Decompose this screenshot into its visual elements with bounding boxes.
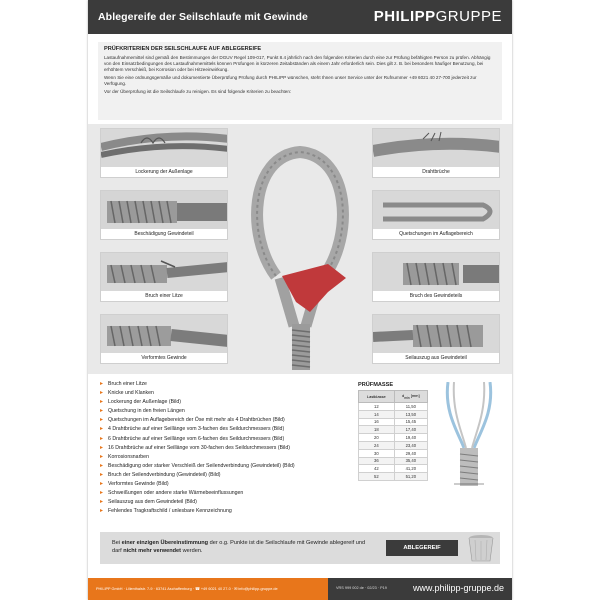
- load-class-cell: 16: [359, 418, 395, 426]
- intro-box: [98, 42, 502, 120]
- criteria-list: [100, 380, 350, 516]
- conclusion-text: Bei einer einzigen Übereinstimmung der o.g. Punkte ist die Seilschlaufe mit Gewinde ablegereif und darf nicht mehr verwendet werden.: [112, 540, 366, 554]
- list-item: ▸ Bruch einer Litze: [100, 380, 350, 389]
- table-row: [359, 473, 428, 481]
- thread-photo-icon: [101, 315, 228, 355]
- dmin-cell: 17,40: [394, 426, 427, 434]
- dmin-cell: 13,50: [394, 410, 427, 418]
- photo-caption: Verformtes Gewinde: [101, 353, 227, 363]
- intro-paragraph: Wenn Sie eine ordnungsgemäße und dokumentierte Überprüfung Prüfung durch PHILIPP wünschen, steht Ihnen unser Service unter der Rufnummer +49 6021 40 27-700 jederzeit zur Verfügung.: [104, 75, 477, 86]
- list-item: ▸ Verformtes Gewinde (Bild): [100, 480, 350, 489]
- list-item: ▸ Lockerung der Außenlage (Bild): [100, 398, 350, 407]
- dmin-cell: 29,40: [394, 449, 427, 457]
- table-row: [359, 426, 428, 434]
- photo-caption: Drahtbrüche: [373, 167, 499, 177]
- list-item: ▸ 16 Drahtbrüche auf einer Seillänge vom 30-fachen des Seildurchmessers (Bild): [100, 444, 350, 453]
- intro-heading: PRÜFKRITERIEN DER SEILSCHLAUFE AUF ABLEGEREIFE: [104, 46, 262, 52]
- pruefmasse-table: [358, 382, 428, 481]
- photo-litze: [100, 252, 228, 302]
- document-code: VRS 999 002 de · 02/23 · P19: [336, 586, 387, 590]
- page-title: Ablegereife der Seilschlaufe mit Gewinde: [98, 11, 308, 23]
- photo-gewindeteil: [100, 190, 228, 240]
- dmin-cell: 35,40: [394, 457, 427, 465]
- photo-caption: Seilauszug aus Gewindeteil: [373, 353, 499, 363]
- list-item: ▸ Bruch der Seilendverbindung (Gewindeteil) (Bild): [100, 471, 350, 480]
- measurement-diagram-icon: [434, 382, 504, 492]
- photo-caption: Lockerung der Außenlage: [101, 167, 227, 177]
- intro-paragraph: Vor der Überprüfung ist die Seilschlaufe zu reinigen. Es sind folgende Kriterien zu beachten:: [104, 89, 292, 94]
- load-class-cell: 12: [359, 403, 395, 411]
- conclusion-box: [100, 532, 500, 564]
- table-row: [359, 410, 428, 418]
- table-header: $d_{min}$ [mm]: [394, 391, 427, 403]
- trash-bin-icon: [466, 534, 496, 562]
- list-item: ▸ Quetschungen im Auflagebereich der Öse mit mehr als 4 Drahtbrüchen (Bild): [100, 416, 350, 425]
- thread-photo-icon: [101, 191, 228, 231]
- table-row: [359, 457, 428, 465]
- photo-seilauszug: [372, 314, 500, 364]
- table-row: [359, 418, 428, 426]
- company-address: PHILIPP GmbH · Lilienthalstr. 7-9 · 63741 Aschaffenburg · ☎ +49 6021 40 27-0 · ✉ info@philipp-gruppe.de: [96, 587, 278, 591]
- load-class-cell: 30: [359, 449, 395, 457]
- rope-photo-icon: [101, 129, 228, 169]
- list-item: ▸ Schweißungen oder andere starke Wärmebeeinflussungen: [100, 489, 350, 498]
- dmin-cell: 41,20: [394, 465, 427, 473]
- page-footer: [88, 578, 512, 600]
- table-title: PRÜFMASSE: [358, 382, 394, 388]
- thread-photo-icon: [373, 253, 500, 293]
- company-logo: PHILIPPGRUPPE: [373, 8, 502, 25]
- table-row: [359, 465, 428, 473]
- load-class-cell: 42: [359, 465, 395, 473]
- load-class-cell: 14: [359, 410, 395, 418]
- load-class-cell: 52: [359, 473, 395, 481]
- page-header: [88, 0, 512, 34]
- photo-drahtbrueche: [372, 128, 500, 178]
- list-item: ▸ Fehlendes Tragkraftschild / unlesbare Kennzeichnung: [100, 507, 350, 516]
- loop-photo-icon: [373, 191, 500, 231]
- load-class-cell: 36: [359, 457, 395, 465]
- dmin-cell: 15,45: [394, 418, 427, 426]
- strand-photo-icon: [101, 253, 228, 293]
- intro-paragraph: Lastaufnahmemittel sind gemäß den Bestimmungen der DGUV Regel 109-017, Punkt 8.4 jährlich nach den folgenden Kriterien durch eine zur Prüfung befähigten Person zu prüfen. Abhängig von den Einsatzbedingungen des Lastaufnahmemittels können Prüfungen in kürzeren Zeitabständen als einem Jahr erforderlich sein. Dies gilt z. B. bei besonders häufiger Benutzung, bei erhöhtem Verschleiß, bei Korrosion oder bei Hitzeeinwirkung.: [104, 55, 491, 72]
- load-class-cell: 18: [359, 426, 395, 434]
- table-header: Lastklasse: [359, 391, 395, 403]
- photo-quetschungen: [372, 190, 500, 240]
- photo-caption: Bruch einer Litze: [101, 291, 227, 301]
- load-class-cell: 20: [359, 434, 395, 442]
- list-item: ▸ Seilauszug aus dem Gewindeteil (Bild): [100, 498, 350, 507]
- dmin-cell: 51,20: [394, 473, 427, 481]
- list-item: ▸ Korrosionsnarben: [100, 453, 350, 462]
- photo-lockerung: [100, 128, 228, 178]
- dmin-cell: 11,50: [394, 403, 427, 411]
- website-link[interactable]: www.philipp-gruppe.de: [412, 583, 504, 593]
- list-item: ▸ Quetschung in den freien Längen: [100, 407, 350, 416]
- list-item: ▸ Knicke und Klanken: [100, 389, 350, 398]
- dmin-cell: 23,40: [394, 441, 427, 449]
- list-item: ▸ 6 Drahtbrüche auf einer Seillänge vom 6-fachen des Seildurchmessers (Bild): [100, 435, 350, 444]
- photo-verformtes-gewinde: [100, 314, 228, 364]
- rope-loop-product-icon: [236, 126, 364, 376]
- thread-photo-icon: [373, 315, 500, 355]
- photo-caption: Bruch des Gewindeteils: [373, 291, 499, 301]
- table-row: [359, 434, 428, 442]
- photo-bruch-gewindeteil: [372, 252, 500, 302]
- wire-break-photo-icon: [373, 129, 500, 169]
- photo-caption: Beschädigung Gewindeteil: [101, 229, 227, 239]
- load-class-cell: 24: [359, 441, 395, 449]
- list-item: ▸ Beschädigung oder starker Verschleiß der Seilendverbindung (Gewindeteil) (Bild): [100, 462, 350, 471]
- table-row: [359, 403, 428, 411]
- status-badge: ABLEGEREIF: [386, 540, 458, 556]
- footer-contact: [88, 578, 328, 600]
- photo-caption: Quetschungen im Auflagebereich: [373, 229, 499, 239]
- dmin-cell: 19,40: [394, 434, 427, 442]
- table-row: [359, 441, 428, 449]
- table-row: [359, 449, 428, 457]
- datasheet-page: [88, 0, 512, 600]
- list-item: ▸ 4 Drahtbrüche auf einer Seillänge vom 3-fachen des Seildurchmessers (Bild): [100, 425, 350, 434]
